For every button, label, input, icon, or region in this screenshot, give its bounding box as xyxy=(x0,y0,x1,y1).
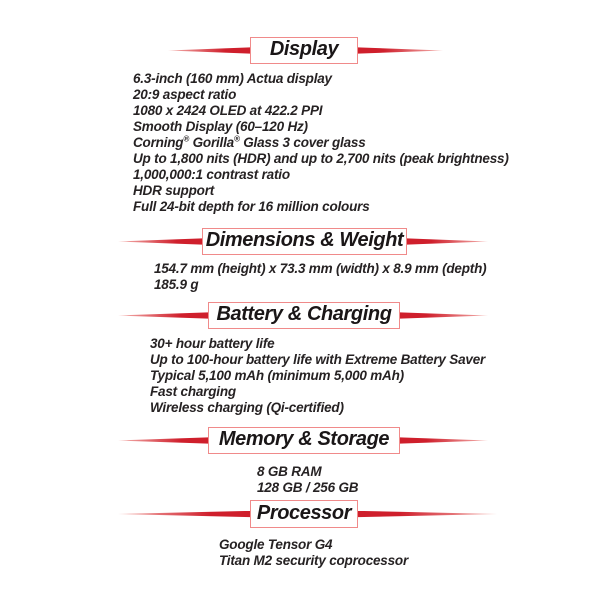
ribbon-right-icon xyxy=(358,511,497,518)
spec-item: Up to 100-hour battery life with Extreme Battery Saver xyxy=(150,352,486,367)
section-title: Battery & Charging xyxy=(216,303,392,325)
spec-item: 8 GB RAM xyxy=(257,464,322,479)
section-header-memory-storage xyxy=(208,427,400,454)
section-title: Dimensions & Weight xyxy=(205,229,404,251)
spec-item: Up to 1,800 nits (HDR) and up to 2,700 nits (peak brightness) xyxy=(133,151,509,166)
spec-item: 1,000,000:1 contrast ratio xyxy=(133,167,290,182)
spec-item: Fast charging xyxy=(150,384,236,399)
section-header-dimensions-weight xyxy=(202,228,407,255)
spec-item: 30+ hour battery life xyxy=(150,336,275,351)
spec-item: 20:9 aspect ratio xyxy=(133,87,237,102)
spec-item: 154.7 mm (height) x 73.3 mm (width) x 8.9 mm (depth) xyxy=(154,261,487,276)
section-title: Display xyxy=(269,38,339,60)
spec-item: Titan M2 security coprocessor xyxy=(219,553,409,568)
spec-item: Typical 5,100 mAh (minimum 5,000 mAh) xyxy=(150,368,404,383)
ribbon-left-icon xyxy=(118,511,250,518)
spec-item: 6.3-inch (160 mm) Actua display xyxy=(133,71,332,86)
spec-list-processor xyxy=(219,537,408,569)
spec-item: 1080 x 2424 OLED at 422.2 PPI xyxy=(133,103,323,118)
spec-item: Smooth Display (60–120 Hz) xyxy=(133,119,308,134)
spec-item: Full 24-bit depth for 16 million colours xyxy=(133,199,370,214)
section-header-battery-charging xyxy=(208,302,400,329)
section-header-processor xyxy=(250,500,358,528)
spec-item: 185.9 g xyxy=(154,277,199,292)
section-header-display xyxy=(250,37,358,64)
spec-item: Corning® Gorilla® Glass 3 cover glass xyxy=(133,134,366,150)
section-title: Memory & Storage xyxy=(218,428,390,450)
spec-item: HDR support xyxy=(133,183,215,198)
spec-item: Wireless charging (Qi-certified) xyxy=(150,400,344,415)
spec-item: 128 GB / 256 GB xyxy=(257,480,359,495)
spec-item: Google Tensor G4 xyxy=(219,537,333,552)
section-title: Processor xyxy=(256,501,352,524)
